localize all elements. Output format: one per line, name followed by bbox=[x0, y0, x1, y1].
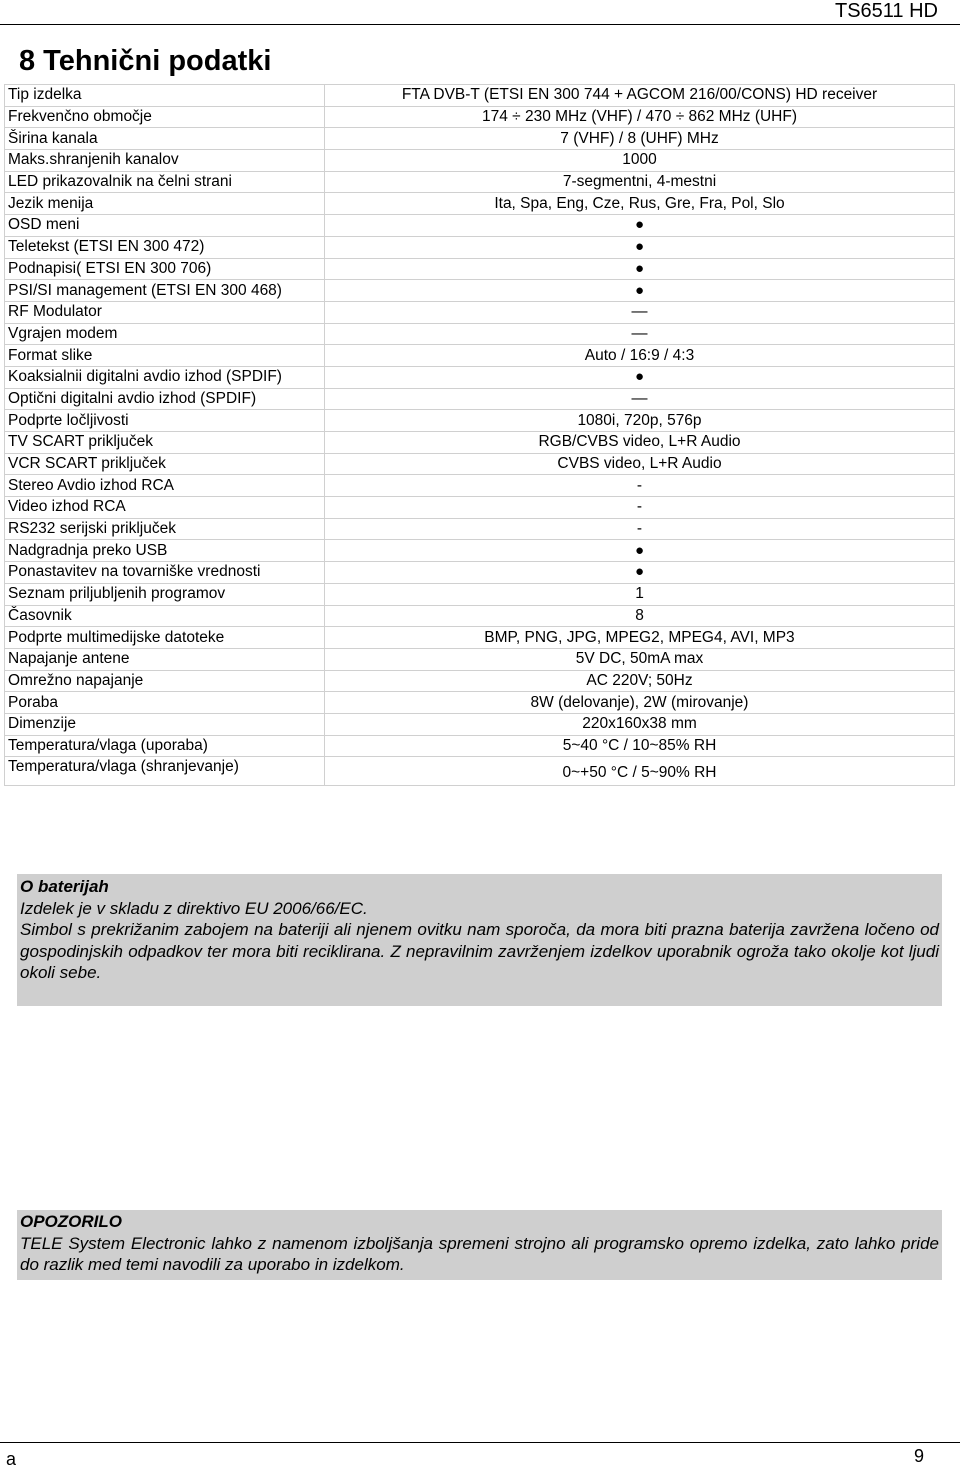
spec-label: Temperatura/vlaga (uporaba) bbox=[5, 735, 325, 757]
spec-label: Seznam priljubljenih programov bbox=[5, 583, 325, 605]
spec-label: Video izhod RCA bbox=[5, 497, 325, 519]
spec-value: 7 (VHF) / 8 (UHF) MHz bbox=[325, 128, 955, 150]
spec-label: Podnapisi( ETSI EN 300 706) bbox=[5, 258, 325, 280]
spec-row bbox=[5, 128, 955, 150]
spec-label: TV SCART priključek bbox=[5, 432, 325, 454]
spec-label: Širina kanala bbox=[5, 128, 325, 150]
spec-label: Vgrajen modem bbox=[5, 323, 325, 345]
spec-value: AC 220V; 50Hz bbox=[325, 670, 955, 692]
spec-value: 7-segmentni, 4-mestni bbox=[325, 171, 955, 193]
spec-value: - bbox=[325, 475, 955, 497]
spec-table bbox=[4, 84, 955, 786]
spec-label: Časovnik bbox=[5, 605, 325, 627]
batteries-notice-title: O baterijah bbox=[20, 877, 109, 896]
spec-row bbox=[5, 258, 955, 280]
spec-row bbox=[5, 692, 955, 714]
footer-rule bbox=[0, 1442, 960, 1443]
spec-label: Dimenzije bbox=[5, 713, 325, 735]
spec-value: ● bbox=[325, 258, 955, 280]
spec-row bbox=[5, 583, 955, 605]
spec-value: FTA DVB-T (ETSI EN 300 744 + AGCOM 216/00/CONS) HD receiver bbox=[325, 85, 955, 107]
spec-row bbox=[5, 605, 955, 627]
spec-row bbox=[5, 301, 955, 323]
spec-value: Ita, Spa, Eng, Cze, Rus, Gre, Fra, Pol, Slo bbox=[325, 193, 955, 215]
spec-value: ● bbox=[325, 540, 955, 562]
spec-value: — bbox=[325, 388, 955, 410]
spec-value: RGB/CVBS video, L+R Audio bbox=[325, 432, 955, 454]
spec-value: 8 bbox=[325, 605, 955, 627]
spec-value: 220x160x38 mm bbox=[325, 713, 955, 735]
warning-notice-title: OPOZORILO bbox=[20, 1212, 122, 1231]
spec-row bbox=[5, 85, 955, 107]
spec-value: BMP, PNG, JPG, MPEG2, MPEG4, AVI, MP3 bbox=[325, 627, 955, 649]
spec-row bbox=[5, 497, 955, 519]
spec-value: - bbox=[325, 497, 955, 519]
spec-label: Nadgradnja preko USB bbox=[5, 540, 325, 562]
page-number: 9 bbox=[913, 1446, 924, 1466]
spec-label: Omrežno napajanje bbox=[5, 670, 325, 692]
warning-notice-body: TELE System Electronic lahko z namenom izboljšanja spremeni strojno ali programsko opremo izdelka, zato lahko pride do razlik med temi navodili za uporabo in izdelkom. bbox=[20, 1233, 939, 1274]
spec-row bbox=[5, 193, 955, 215]
spec-value: - bbox=[325, 518, 955, 540]
model-header: TS6511 HD bbox=[834, 0, 938, 22]
spec-row bbox=[5, 280, 955, 302]
spec-row bbox=[5, 670, 955, 692]
spec-value: CVBS video, L+R Audio bbox=[325, 453, 955, 475]
spec-row bbox=[5, 562, 955, 584]
spec-label: OSD meni bbox=[5, 215, 325, 237]
spec-row bbox=[5, 410, 955, 432]
spec-label: Napajanje antene bbox=[5, 648, 325, 670]
spec-value: 5~40 °C / 10~85% RH bbox=[325, 735, 955, 757]
spec-label: Ponastavitev na tovarniške vrednosti bbox=[5, 562, 325, 584]
spec-value: ● bbox=[325, 366, 955, 388]
spec-label: Optični digitalni avdio izhod (SPDIF) bbox=[5, 388, 325, 410]
spec-row bbox=[5, 518, 955, 540]
spec-value: 5V DC, 50mA max bbox=[325, 648, 955, 670]
spec-row bbox=[5, 215, 955, 237]
spec-label: Stereo Avdio izhod RCA bbox=[5, 475, 325, 497]
spec-value: ● bbox=[325, 236, 955, 258]
batteries-notice bbox=[17, 874, 942, 1006]
spec-row bbox=[5, 366, 955, 388]
spec-value: 1000 bbox=[325, 150, 955, 172]
spec-row bbox=[5, 453, 955, 475]
spec-label: Podprte multimedijske datoteke bbox=[5, 627, 325, 649]
spec-value: ● bbox=[325, 215, 955, 237]
page-title: 8 Tehnični podatki bbox=[19, 45, 272, 77]
spec-label: RS232 serijski priključek bbox=[5, 518, 325, 540]
spec-row bbox=[5, 540, 955, 562]
spec-row bbox=[5, 345, 955, 367]
spec-row bbox=[5, 713, 955, 735]
spec-label: Frekvenčno območje bbox=[5, 106, 325, 128]
spec-row bbox=[5, 171, 955, 193]
spec-label: Temperatura/vlaga (shranjevanje) bbox=[5, 757, 325, 786]
spec-label: Format slike bbox=[5, 345, 325, 367]
spec-label: Podprte ločljivosti bbox=[5, 410, 325, 432]
spec-label: RF Modulator bbox=[5, 301, 325, 323]
spec-value: 174 ÷ 230 MHz (VHF) / 470 ÷ 862 MHz (UHF) bbox=[325, 106, 955, 128]
footer-left-text: a bbox=[6, 1449, 17, 1469]
spec-row bbox=[5, 475, 955, 497]
spec-row bbox=[5, 236, 955, 258]
spec-row bbox=[5, 323, 955, 345]
spec-row bbox=[5, 388, 955, 410]
spec-label: LED prikazovalnik na čelni strani bbox=[5, 171, 325, 193]
spec-value: 1080i, 720p, 576p bbox=[325, 410, 955, 432]
spec-value: — bbox=[325, 301, 955, 323]
spec-label: Teletekst (ETSI EN 300 472) bbox=[5, 236, 325, 258]
warning-notice bbox=[17, 1210, 942, 1280]
spec-value: Auto / 16:9 / 4:3 bbox=[325, 345, 955, 367]
spec-row bbox=[5, 106, 955, 128]
spec-row bbox=[5, 627, 955, 649]
spec-value: ● bbox=[325, 280, 955, 302]
spec-label: VCR SCART priključek bbox=[5, 453, 325, 475]
spec-value: ● bbox=[325, 562, 955, 584]
spec-value: 8W (delovanje), 2W (mirovanje) bbox=[325, 692, 955, 714]
spec-label: Tip izdelka bbox=[5, 85, 325, 107]
header-rule bbox=[0, 24, 960, 25]
spec-value: — bbox=[325, 323, 955, 345]
spec-value: 1 bbox=[325, 583, 955, 605]
spec-row bbox=[5, 735, 955, 757]
batteries-notice-line: Izdelek je v skladu z direktivo EU 2006/66/EC. bbox=[20, 898, 368, 918]
spec-value: 0~+50 °C / 5~90% RH bbox=[325, 757, 955, 786]
spec-label: Jezik menija bbox=[5, 193, 325, 215]
spec-label: Poraba bbox=[5, 692, 325, 714]
spec-label: Maks.shranjenih kanalov bbox=[5, 150, 325, 172]
spec-label: Koaksialnii digitalni avdio izhod (SPDIF) bbox=[5, 366, 325, 388]
spec-row bbox=[5, 648, 955, 670]
spec-row bbox=[5, 757, 955, 786]
spec-row bbox=[5, 432, 955, 454]
batteries-notice-body: Simbol s prekrižanim zabojem na bateriji ali njenem ovitku nam sporoča, da mora biti prazna baterija zavržena ločeno od gospodinjskih odpadkov ter mora biti reciklirana. Z nepravilnim zavrženjem izdelkov uporabnik ogroža tako okolje kot ljudi okoli sebe. bbox=[20, 920, 939, 982]
spec-label: PSI/SI management (ETSI EN 300 468) bbox=[5, 280, 325, 302]
spec-row bbox=[5, 150, 955, 172]
